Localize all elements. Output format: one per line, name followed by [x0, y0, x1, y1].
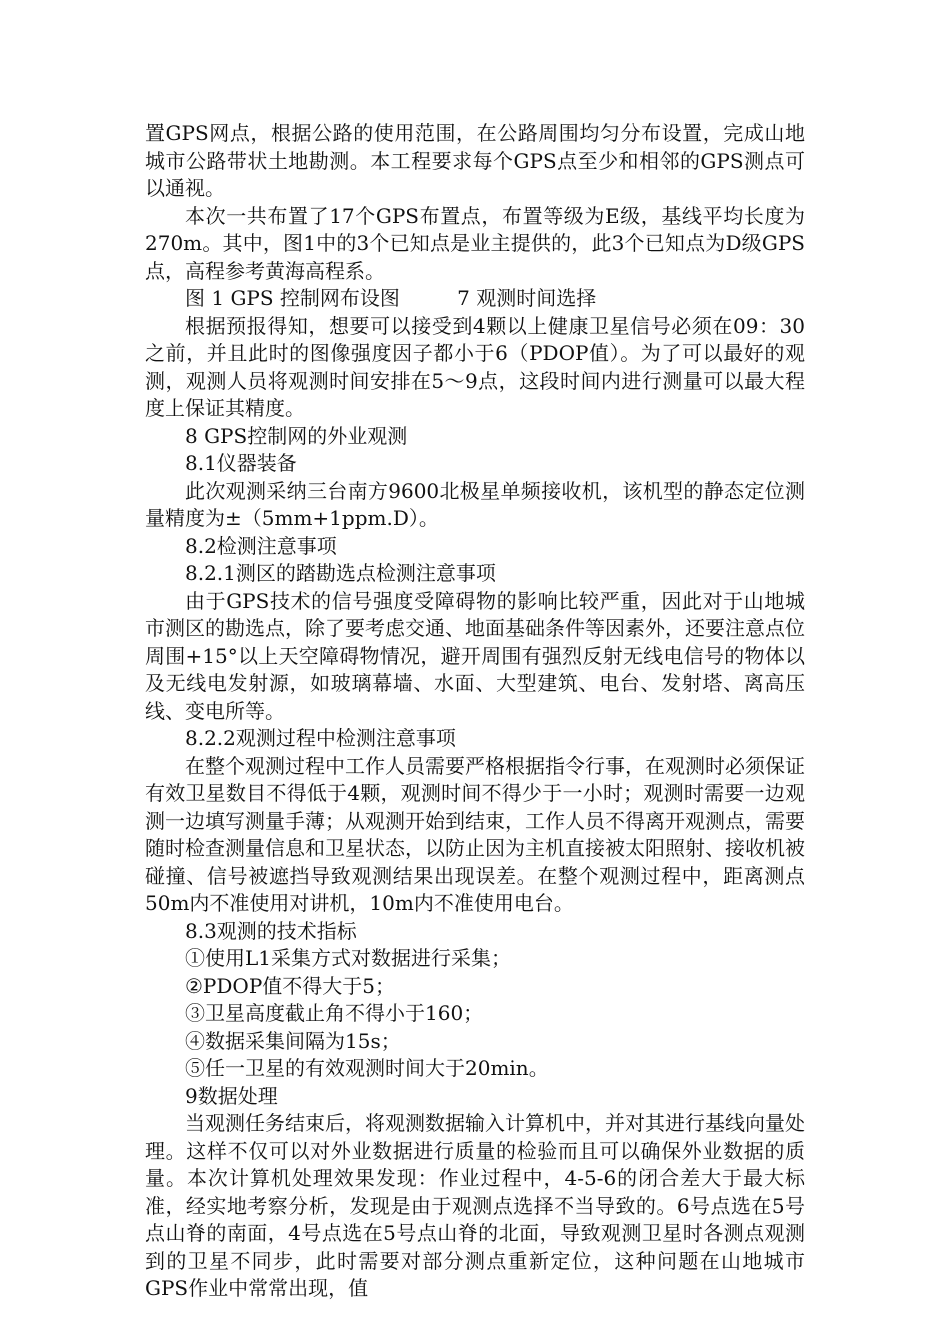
figure-caption-and-section-7: 图 1 GPS 控制网布设图 7 观测时间选择	[185, 286, 597, 310]
section-heading-8: 8 GPS控制网的外业观测	[185, 423, 408, 448]
section-heading-8-2: 8.2检测注意事项	[185, 533, 337, 558]
section-heading-8-1: 8.1仪器装备	[185, 451, 297, 475]
list-item-4: ④数据采集间隔为15s；	[185, 1028, 401, 1053]
paragraph-data-processing: 当观测任务结束后，将观测数据输入计算机中，并对其进行基线向量处理。这样不仅可以对外业数据进行质量的检验而且可以确保外业数据的质量。本次计算机处理效果发现：作业过程中，4-5-6的闭合差大于最大标准，经实地考察分析，发现是由于观测点选择不当导致的。6号点选在5号点山脊的南面，4号点选在5号点山脊的北面，导致观测卫星时各测点观测到的卫星不同步，此时需要对部分测点重新定位，这种问题在山地城市GPS作业中常常出现，值	[145, 1111, 805, 1300]
paragraph-gps-layout: 置GPS网点，根据公路的使用范围，在公路周围均匀分布设置，完成山地城市公路带状土地勘测。本工程要求每个GPS点至少和相邻的GPS测点可以通视。	[145, 121, 805, 200]
section-heading-8-2-1: 8.2.1测区的踏勘选点检测注意事项	[185, 561, 496, 585]
paragraph-gps-points: 本次一共布置了17个GPS布置点，布置等级为E级，基线平均长度为270m。其中，图1中的3个已知点是业主提供的，此3个已知点为D级GPS点，高程参考黄海高程系。	[145, 203, 805, 283]
list-item-1: ①使用L1采集方式对数据进行采集；	[185, 946, 512, 970]
paragraph-instruments: 此次观测采纳三台南方9600北极星单频接收机，该机型的静态定位测量精度为±（5mm+1ppm.D）。	[145, 478, 805, 530]
section-heading-9: 9数据处理	[185, 1083, 278, 1108]
section-heading-8-3: 8.3观测的技术指标	[185, 918, 357, 943]
paragraph-observation-process: 在整个观测过程中工作人员需要严格根据指令行事，在观测时必须保证有效卫星数目不得低于4颗，观测时间不得少于一小时；观测时需要一边观测一边填写测量手薄；从观测开始到结束，工作人员不得离开观测点，需要随时检查测量信息和卫星状态，以防止因为主机直接被太阳照射、接收机被碰撞、信号被遮挡导致观测结果出现误差。在整个观测过程中，距离测点50m内不准使用对讲机，10m内不准使用电台。	[145, 753, 805, 915]
paragraph-observation-time: 根据预报得知，想要可以接受到4颗以上健康卫星信号必须在09：30之前，并且此时的图像强度因子都小于6（PDOP值）。为了可以最好的观测，观测人员将观测时间安排在5～9点，这段时间内进行测量可以最大程度上保证其精度。	[145, 313, 805, 420]
paragraph-site-selection: 由于GPS技术的信号强度受障碍物的影响比较严重，因此对于山地城市测区的勘选点，除了要考虑交通、地面基础条件等因素外，还要注意点位周围+15°以上天空障碍物情况，避开周围有强烈反射无线电信号的物体以及无线电发射源，如玻璃幕墙、水面、大型建筑、电台、发射塔、离高压线、变电所等。	[145, 588, 805, 723]
list-item-5: ⑤任一卫星的有效观测时间大于20min。	[185, 1056, 549, 1080]
section-heading-8-2-2: 8.2.2观测过程中检测注意事项	[185, 726, 456, 750]
list-item-3: ③卫星高度截止角不得小于160；	[185, 1001, 484, 1025]
list-item-2: ②PDOP值不得大于5；	[185, 973, 395, 998]
document-body	[145, 120, 805, 1303]
